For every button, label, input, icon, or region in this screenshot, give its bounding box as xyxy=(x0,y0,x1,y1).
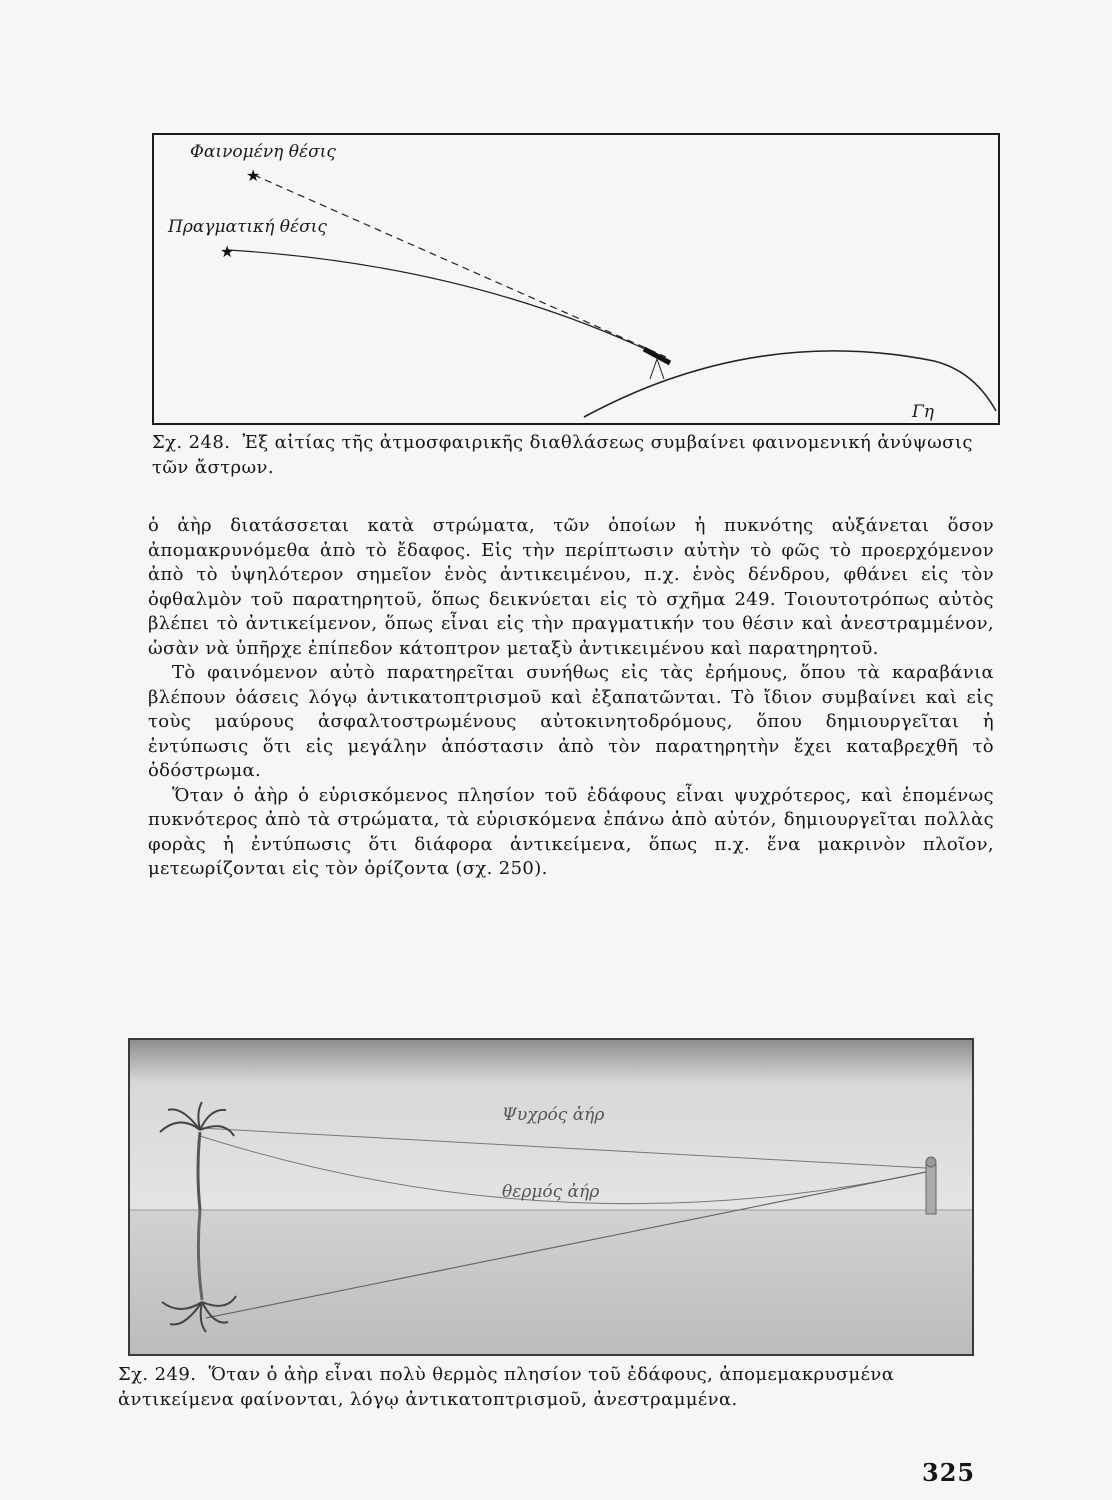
star-actual-icon: ★ xyxy=(220,242,235,261)
ground-area xyxy=(130,1210,972,1354)
page-number: 325 xyxy=(922,1458,976,1487)
paragraph-1: ὁ ἀὴρ διατάσσεται κατὰ στρώματα, τῶν ὁποίων ἡ πυκνότης αὐξάνεται ὅσον ἀπομακρυνόμεθα ἀπὸ τὸ ἔδαφος. Εἰς τὴν περίπτωσιν αὐτὴν τὸ φῶς τὸ προερχόμενον ἀπὸ τὸ ὑψηλότερον σημεῖον ἑνὸς ἀντικειμένου, π.χ. ἑνὸς δένδρου, φθάνει εἰς τὸν ὀφθαλμὸν τοῦ παρατηρητοῦ, ὅπως δεικνύεται εἰς τὸ σχῆμα 249. Τοιουτοτρόπως αὐτὸς βλέπει τὸ ἀντικείμενον, ὅπως εἶναι εἰς τὴν πραγματικήν του θέσιν καὶ ἀνεστραμμένον, ὡσὰν νὰ ὑπῆρχε ἐπίπεδον κάτοπτρον μεταξὺ ἀντικειμένου καὶ παρατηρητοῦ. xyxy=(148,515,994,659)
label-warm-air: θερμός ἀήρ xyxy=(502,1182,600,1202)
star-apparent-icon: ★ xyxy=(246,166,261,185)
label-actual-position: Πραγματική θέσις xyxy=(168,217,327,237)
figure-248-refraction xyxy=(152,133,1000,425)
figure-249-caption xyxy=(118,1362,978,1412)
paragraph-2: Τὸ φαινόμενον αὐτὸ παρατηρεῖται συνήθως εἰς τὰς ἐρήμους, ὅπου τὰ καραβάνια βλέπουν ὀάσεις λόγῳ ἀντικατοπτρισμοῦ καὶ ἐξαπατῶνται. Τὸ ἴδιον συμβαίνει καὶ εἰς τοὺς μαύρους ἀσφαλτοστρωμένους αὐτοκινητοδρόμους, ὅπου δημιουργεῖται ἡ ἐντύπωσις ὅτι εἰς μεγάλην ἀπόστασιν ἀπὸ τὸν παρατηρητὴν ἔχει καταβρεχθῆ τὸ ὁδόστρωμα. xyxy=(148,662,994,781)
earth-arc xyxy=(584,351,996,417)
label-cold-air: Ψυχρός ἀήρ xyxy=(502,1105,605,1125)
actual-ray xyxy=(228,250,666,359)
telescope-icon xyxy=(644,349,670,379)
caption-249-text: Ὅταν ὁ ἀὴρ εἶναι πολὺ θερμὸς πλησίον τοῦ ἐδάφους, ἀπομεμακρυσμένα ἀντικείμενα φαίνονται, λόγῳ ἀντικατοπτρισμοῦ, ἀνεστραμμένα. xyxy=(118,1364,895,1410)
figure-249-mirage xyxy=(128,1038,974,1356)
label-earth: Γη xyxy=(912,402,934,422)
caption-248-text: Ἐξ αἰτίας τῆς ἀτμοσφαιρικῆς διαθλάσεως συμβαίνει φαινομενική ἀνύψωσις τῶν ἄστρων. xyxy=(152,432,973,478)
figure-249-diagram xyxy=(130,1040,972,1354)
apparent-ray xyxy=(254,175,666,357)
body-text xyxy=(148,514,994,882)
observer-icon xyxy=(926,1157,936,1214)
label-apparent-position: Φαινομένη θέσις xyxy=(190,142,336,162)
paragraph-3: Ὅταν ὁ ἀὴρ ὁ εὑρισκόμενος πλησίον τοῦ ἐδάφους εἶναι ψυχρότερος, καὶ ἑπομένως πυκνότερος ἀπὸ τὰ στρώματα, τὰ εὑρισκόμενα ἐπάνω ἀπὸ αὐτόν, δημιουργεῖται πολλὰς φορὰς ἡ ἐντύπωσις ὅτι διάφορα ἀντικείμενα, ὅπως π.χ. ἕνα μακρινὸν πλοῖον, μετεωρίζονται εἰς τὸν ὁρίζοντα (σχ. 250). xyxy=(148,784,994,879)
caption-248-number: Σχ. 248. xyxy=(152,432,231,453)
caption-249-number: Σχ. 249. xyxy=(118,1364,197,1385)
figure-248-caption xyxy=(152,430,1004,480)
figure-248-diagram xyxy=(154,135,998,423)
